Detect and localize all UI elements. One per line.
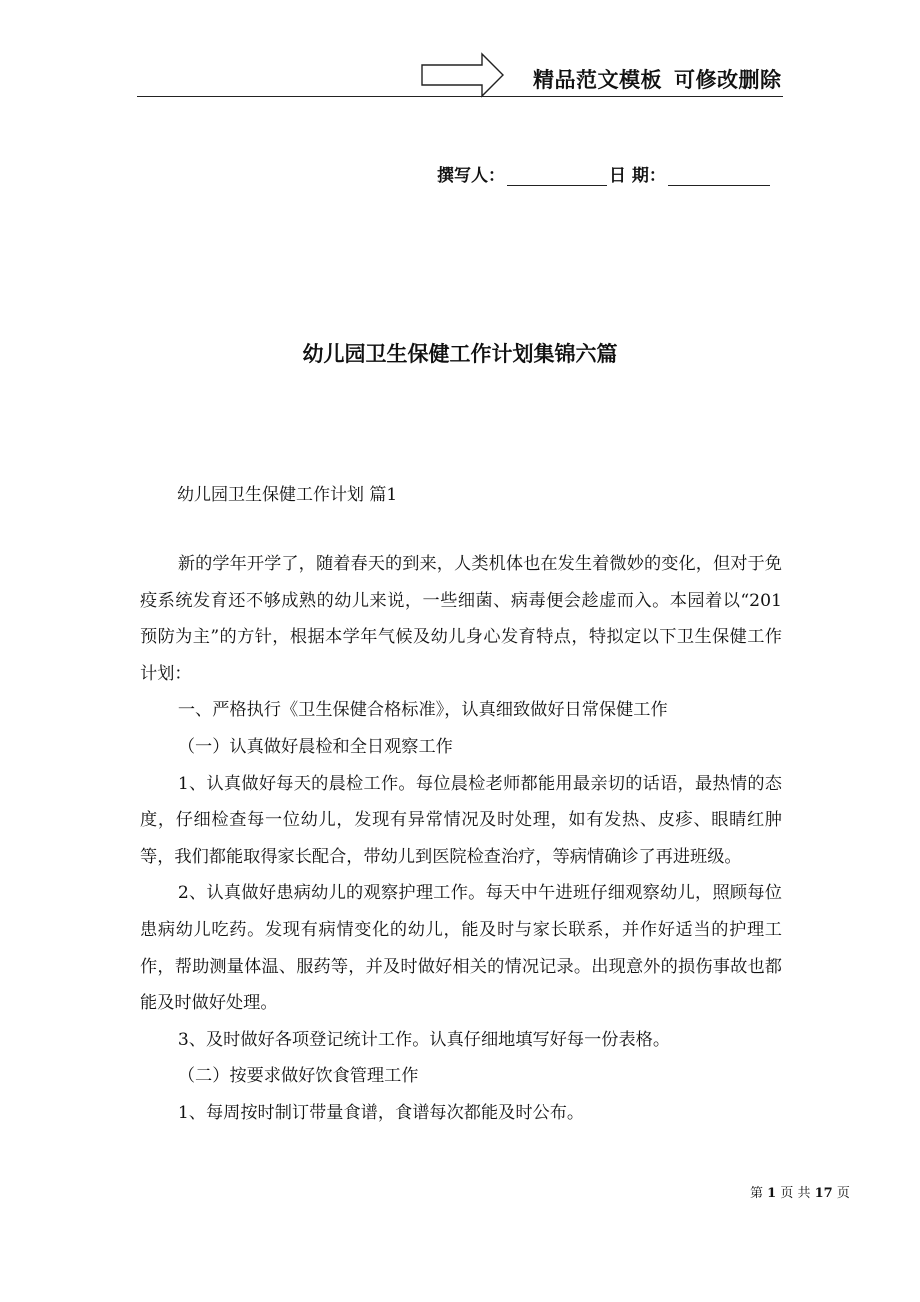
paragraph: 2、认真做好患病幼儿的观察护理工作。每天中午进班仔细观察幼儿，照顾每位患病幼儿吃药。发现有病情变化的幼儿，能及时与家长联系，并作好适当的护理工作，帮助测量体温、服药等，并及时做好相关的情况记录。出现意外的损伤事故也都能及时做好处理。 [140, 883, 782, 1014]
paragraph: 1、每周按时制订带量食谱，食谱每次都能及时公布。 [177, 1102, 585, 1123]
page-middle: 页 共 [780, 1186, 811, 1201]
header-title [533, 64, 782, 94]
arrow-icon [420, 52, 506, 98]
paragraph: 3、及时做好各项登记统计工作。认真仔细地填写好每一份表格。 [177, 1029, 671, 1050]
author-blank [507, 167, 607, 186]
page-suffix: 页 [836, 1186, 850, 1201]
document-body [140, 546, 782, 1132]
page-prefix: 第 [750, 1186, 764, 1201]
author-date-line [437, 161, 772, 186]
section-heading: 幼儿园卫生保健工作计划 篇1 [177, 485, 398, 505]
document-title: 幼儿园卫生保健工作计划集锦六篇 [302, 342, 618, 366]
date-blank [668, 167, 770, 186]
paragraph: 一、严格执行《卫生保健合格标准》，认真细致做好日常保健工作 [177, 700, 668, 721]
page-total: 17 [814, 1186, 833, 1201]
editable-label: 可修改删除 [674, 68, 782, 92]
header-divider [137, 96, 783, 97]
paragraph: （一）认真做好晨检和全日观察工作 [177, 736, 453, 757]
author-label: 撰写人： [437, 166, 505, 186]
paragraph: 1、认真做好每天的晨检工作。每位晨检老师都能用最亲切的话语，最热情的态度，仔细检查每一位幼儿，发现有异常情况及时处理，如有发热、皮疹、眼睛红肿等，我们都能取得家长配合，带幼儿到医院检查治疗，等病情确诊了再进班级。 [140, 773, 782, 867]
paragraph: 新的学年开学了，随着春天的到来，人类机体也在发生着微妙的变化，但对于免疫系统发育还不够成熟的幼儿来说，一些细菌、病毒便会趁虚而入。本园着以“201预防为主”的方针，根据本学年气候及幼儿身心发育特点，特拟定以下卫生保健工作计划： [140, 554, 782, 684]
paragraph: （二）按要求做好饮食管理工作 [177, 1066, 419, 1087]
date-label: 日 期： [609, 166, 666, 186]
template-label: 精品范文模板 [533, 68, 662, 92]
page-number [750, 1182, 850, 1201]
page-current: 1 [767, 1186, 777, 1201]
